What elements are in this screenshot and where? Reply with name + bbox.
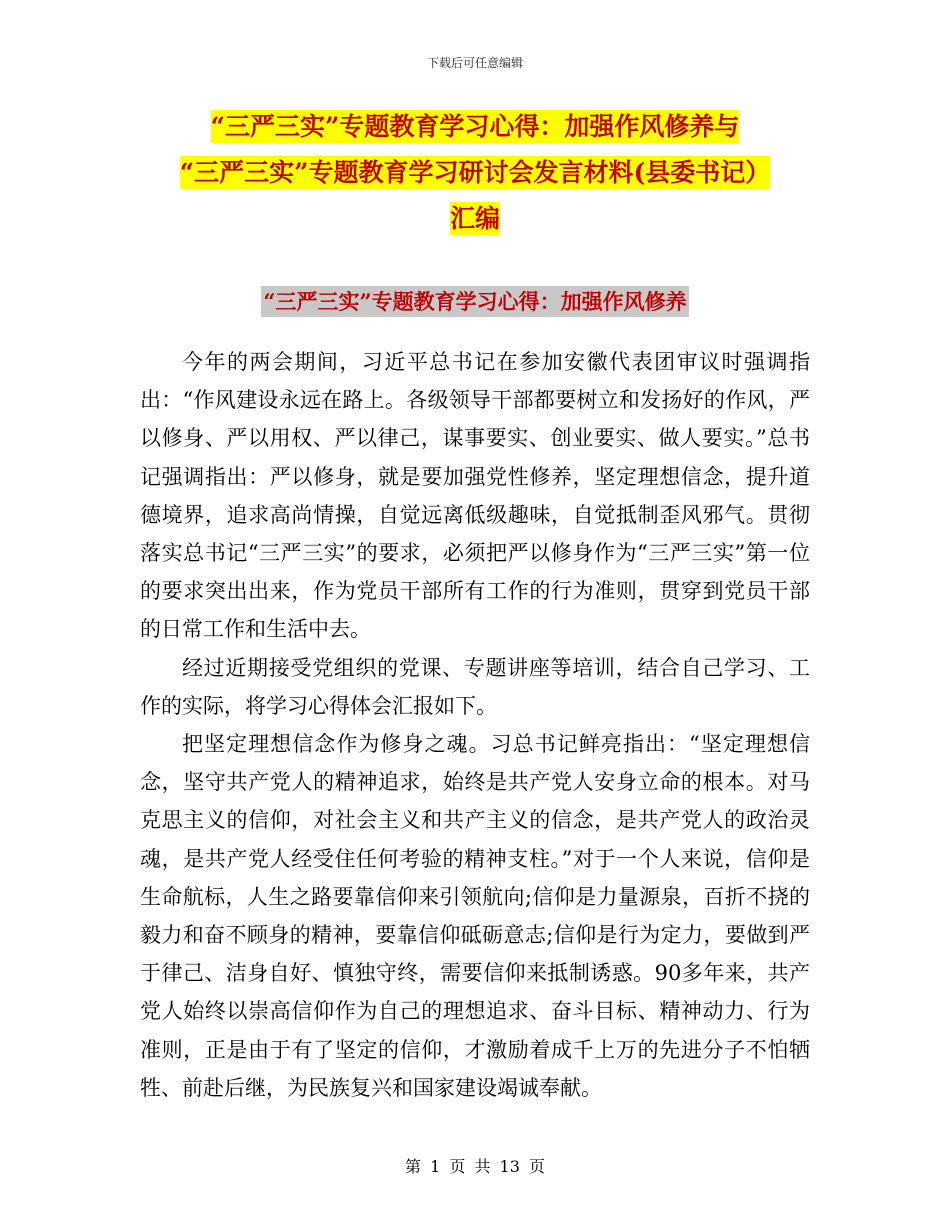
page-number-footer: 第 1 页 共 13 页 xyxy=(405,1157,545,1176)
title-line-1-text: “三严三实”专题教育学习心得：加强作风修养与 xyxy=(210,112,740,141)
title-line-1 xyxy=(120,104,830,150)
paragraph-3: 把坚定理想信念作为修身之魂。习总书记鲜亮指出：“坚定理想信念，坚守共产党人的精神追求，始终是共产党人安身立命的根本。对马克思主义的信仰，对社会主义和共产主义的信念，是共产党人的政治灵魂，是共产党人经受住任何考验的精神支柱。”对于一个人来说，信仰是生命航标，人生之路要靠信仰来引领航向;信仰是力量源泉，百折不挠的毅力和奋不顾身的精神，要靠信仰砥砺意志;信仰是行为定力，要做到严于律己、洁身自好、慎独守终，需要信仰来抵制诱惑。90多年来，共产党人始终以崇高信仰作为自己的理想追求、奋斗目标、精神动力、行为准则，正是由于有了坚定的信仰，才激励着成千上万的先进分子不怕牺牲、前赴后继，为民族复兴和国家建设竭诚奉献。 xyxy=(140,732,810,1100)
section-title-text: “三严三实”专题教育学习心得：加强作风修养 xyxy=(261,286,688,317)
title-line-3-text: 汇编 xyxy=(449,204,500,233)
title-line-2 xyxy=(120,150,830,196)
title-line-2-text: “三严三实”专题教育学习研讨会发言材料(县委书记） xyxy=(179,158,771,187)
section-title xyxy=(0,286,950,316)
paragraph-2: 经过近期接受党组织的党课、专题讲座等培训，结合自己学习、工作的实际，将学习心得体会汇报如下。 xyxy=(140,655,810,718)
document-title xyxy=(120,104,830,242)
page-header-note: 下载后可任意编辑 xyxy=(426,56,523,70)
paragraph-1: 今年的两会期间，习近平总书记在参加安徽代表团审议时强调指出：“作风建设永远在路上。各级领导干部都要树立和发扬好的作风，严以修身、严以用权、严以律己，谋事要实、创业要实、做人要实。”总书记强调指出：严以修身，就是要加强党性修养，坚定理想信念，提升道德境界，追求高尚情操，自觉远离低级趣味，自觉抵制歪风邪气。贯彻落实总书记“三严三实”的要求，必须把严以修身作为“三严三实”第一位的要求突出出来，作为党员干部所有工作的行为准则，贯穿到党员干部的日常工作和生活中去。 xyxy=(140,350,810,642)
title-line-3 xyxy=(120,196,830,242)
body-text xyxy=(140,343,810,1107)
